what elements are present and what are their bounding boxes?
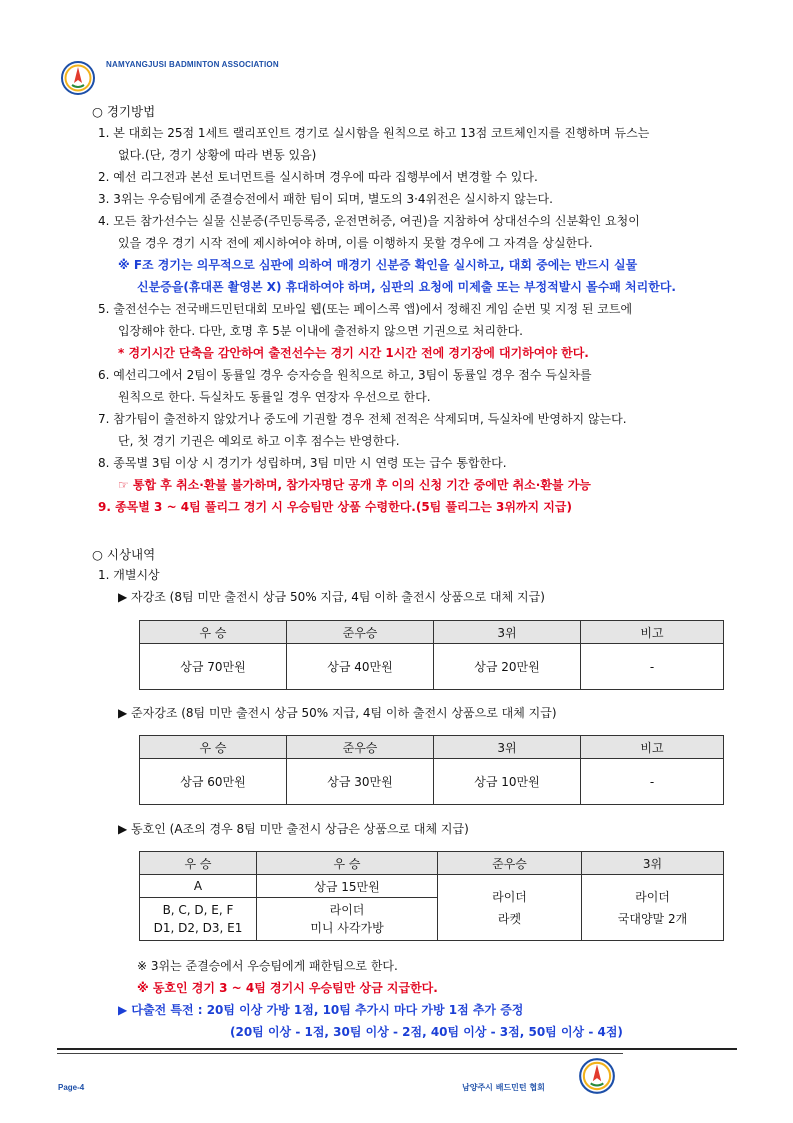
table-cell: 상금 70만원 xyxy=(140,644,287,690)
table-cell xyxy=(140,898,257,941)
cell-line: 라이더 xyxy=(635,889,670,904)
awards-heading: ○ 시상내역 xyxy=(92,547,156,562)
rule-line: 5. 출전선수는 전국배드민턴대회 모바일 웹(또는 페이스콕 앱)에서 정해진 게임 순번 및 지정 된 코트에 xyxy=(98,302,633,316)
table-row xyxy=(140,759,724,805)
rules-heading: ○ 경기방법 xyxy=(92,104,156,119)
rule-line: 8. 종목별 3팀 이상 시 경기가 성립하며, 3팀 미만 시 연령 또는 급수 통합한다. xyxy=(98,456,507,470)
multi-entry-bonus: ▶ 다출전 특전 : 20팀 이상 가방 1점, 10팀 추가시 마다 가방 1점 추가 증정 xyxy=(118,1003,524,1017)
multi-entry-bonus-detail: (20팀 이상 - 1점, 30팀 이상 - 2점, 40팀 이상 - 3점, 50팀 이상 - 4점) xyxy=(230,1025,623,1039)
table-header-cell: 비고 xyxy=(581,736,724,759)
table-header-cell: 3위 xyxy=(434,736,581,759)
table-header-cell: 우 승 xyxy=(140,736,287,759)
association-logo-icon xyxy=(60,59,96,97)
cell-line: 라이더 xyxy=(492,889,527,904)
footer-divider xyxy=(57,1048,737,1050)
time-note: * 경기시간 단축을 감안하여 출전선수는 경기 시간 1시간 전에 경기장에 대기하여야 한다. xyxy=(118,346,589,360)
table-header-cell: 우 승 xyxy=(257,852,438,875)
table-cell xyxy=(257,898,438,941)
cell-line: 라켓 xyxy=(497,911,522,926)
f-group-note-line1: ※ F조 경기는 의무적으로 심판에 의하여 매경기 신분증 확인을 실시하고, 대회 중에는 반드시 실물 xyxy=(118,258,638,272)
cell-line: 미니 사각가방 xyxy=(310,921,384,935)
header-association-name: NAMYANGJUSI BADMINTON ASSOCIATION xyxy=(106,60,279,69)
rule-line: 3. 3위는 우승팀에게 준결승전에서 패한 팀이 되며, 별도의 3·4위전은 실시하지 않는다. xyxy=(98,192,553,206)
f-group-note-line2: 신분증을(휴대폰 촬영본 X) 휴대하여야 하며, 심판의 요청에 미제출 또는 부정적발시 몰수패 처리한다. xyxy=(137,280,676,294)
rule-line: 단, 첫 경기 기권은 예외로 하고 이후 점수는 반영한다. xyxy=(118,434,400,448)
table-cell: - xyxy=(581,644,724,690)
table-cell: 상금 60만원 xyxy=(140,759,287,805)
table-header-cell: 준우승 xyxy=(438,852,582,875)
table-cell: A xyxy=(140,875,257,898)
club-prize-table xyxy=(139,851,724,941)
page-number: Page-4 xyxy=(58,1083,85,1092)
rule-9: 9. 종목별 3 ~ 4팀 풀리그 경기 시 우승팀만 상품 수령한다.(5팀 풀리그는 3위까지 지급) xyxy=(98,500,572,514)
cell-line: B, C, D, E, F xyxy=(162,903,234,917)
rule-line: 입장해야 한다. 다만, 호명 후 5분 이내에 출전하지 않으면 기권으로 처리한다. xyxy=(118,324,523,338)
rule-line: 1. 본 대회는 25점 1세트 랠리포인트 경기로 실시함을 원칙으로 하고 13점 코트체인지를 진행하며 듀스는 xyxy=(98,126,650,140)
cell-line: D1, D2, D3, E1 xyxy=(153,921,243,935)
table-header-cell: 비고 xyxy=(581,621,724,644)
association-logo-icon xyxy=(578,1056,616,1096)
rule-line: 있을 경우 경기 시작 전에 제시하여야 하며, 이를 이행하지 못할 경우에 그 자격을 상실한다. xyxy=(118,236,593,250)
table-row xyxy=(140,875,724,898)
individual-awards-label: 1. 개별시상 xyxy=(98,568,160,582)
table-cell xyxy=(438,875,582,941)
rule-line: 7. 참가팀이 출전하지 않았거나 중도에 기권할 경우 전체 전적은 삭제되며, 득실차에 반영하지 않는다. xyxy=(98,412,627,426)
rule-line: 4. 모든 참가선수는 실물 신분증(주민등록증, 운전면허증, 여권)을 지참하여 상대선수의 신분확인 요청이 xyxy=(98,214,640,228)
cell-line: 국대양말 2개 xyxy=(617,911,688,926)
table-cell xyxy=(582,875,724,941)
semi-elite-prize-table xyxy=(139,735,724,805)
elite-prize-table xyxy=(139,620,724,690)
table-header-cell: 우 승 xyxy=(140,621,287,644)
table-cell: 상금 10만원 xyxy=(434,759,581,805)
rule-line: 원칙으로 한다. 득실차도 동률일 경우 연장자 우선으로 한다. xyxy=(118,390,431,404)
footer-divider-thin xyxy=(57,1053,623,1054)
table-cell: 상금 40만원 xyxy=(287,644,434,690)
table-cell: - xyxy=(581,759,724,805)
table-header-row xyxy=(140,621,724,644)
table-cell: 상금 30만원 xyxy=(287,759,434,805)
table-header-cell: 준우승 xyxy=(287,621,434,644)
table-header-cell: 준우승 xyxy=(287,736,434,759)
rule-line: 없다.(단, 경기 상황에 따라 변동 있음) xyxy=(118,148,317,162)
table-row xyxy=(140,644,724,690)
table-header-cell: 우 승 xyxy=(140,852,257,875)
semi-elite-group-title: ▶ 준자강조 (8팀 미만 출전시 상금 50% 지급, 4팀 이하 출전시 상품으로 대체 지급) xyxy=(118,706,557,720)
cell-line: 라이더 xyxy=(329,903,365,917)
table-header-row xyxy=(140,852,724,875)
table-header-cell: 3위 xyxy=(582,852,724,875)
footer-association-name: 남양주시 배드민턴 협회 xyxy=(462,1083,545,1092)
table-header-row xyxy=(140,736,724,759)
club-prize-note: ※ 동호인 경기 3 ~ 4팀 경기시 우승팀만 상금 지급한다. xyxy=(137,981,438,995)
rule-line: 2. 예선 리그전과 본선 토너먼트를 실시하며 경우에 따라 집행부에서 변경할 수 있다. xyxy=(98,170,538,184)
third-place-note: ※ 3위는 준결승에서 우승팀에게 패한팀으로 한다. xyxy=(137,959,398,973)
club-group-title: ▶ 동호인 (A조의 경우 8팀 미만 출전시 상금은 상품으로 대체 지급) xyxy=(118,822,469,836)
rule-line: 6. 예선리그에서 2팀이 동률일 경우 승자승을 원칙으로 하고, 3팀이 동률일 경우 점수 득실차를 xyxy=(98,368,592,382)
table-cell: 상금 20만원 xyxy=(434,644,581,690)
elite-group-title: ▶ 자강조 (8팀 미만 출전시 상금 50% 지급, 4팀 이하 출전시 상품으로 대체 지급) xyxy=(118,590,545,604)
refund-note: ☞ 통합 후 취소·환불 불가하며, 참가자명단 공개 후 이의 신청 기간 중에만 취소·환불 가능 xyxy=(118,478,591,492)
table-header-cell: 3위 xyxy=(434,621,581,644)
table-cell: 상금 15만원 xyxy=(257,875,438,898)
